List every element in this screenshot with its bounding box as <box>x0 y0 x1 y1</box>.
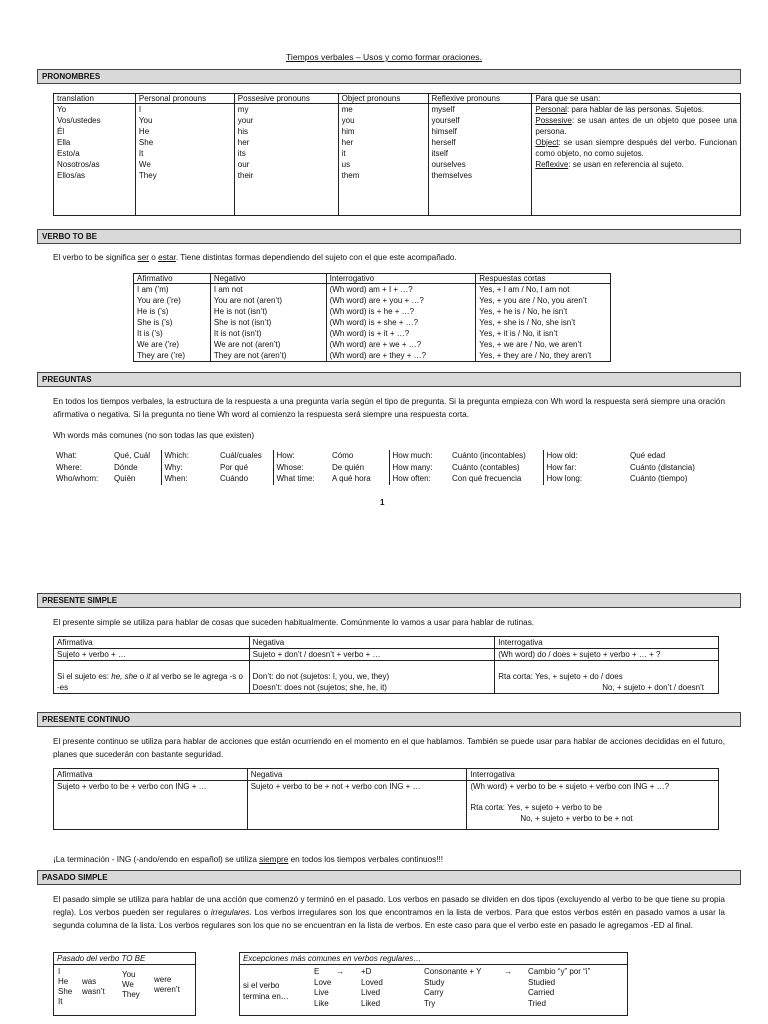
presente-continuo-intro: El presente continuo se utiliza para hablar de acciones que están ocurriendo en el momento en el que hablamos. También se puede usar para hablar de acciones decididas en el futuro, planes que sucederán con bastante seguridad. <box>53 737 725 759</box>
header-possessive: Possesive pronouns <box>234 94 338 104</box>
continuo-note: ¡La terminación - ING (-ando/endo en español) se utiliza siempre en todos los tiempos verbales continuos!!! <box>53 855 444 864</box>
page-number: 1 <box>380 498 385 507</box>
presente-simple-intro: El presente simple se utiliza para hablar de cosas que suceden habitualmente. Comúnmente lo vamos a usar para hablar de rutinas. <box>53 618 535 627</box>
header-afirmativo: Afirmativo <box>134 274 211 284</box>
col-afirmativo: I am (’m) You are (’re) He is (’s) She is (’s) It is (’s) We are (’re) They are (’re) <box>134 284 211 362</box>
header-personal: Personal pronouns <box>135 94 234 104</box>
arrow-icon: → <box>504 967 512 976</box>
col-translation: Yo Vos/ustedes Él Ella Esto/a Nosotros/as Ellos/as <box>54 104 136 216</box>
header-negativa: Negativa <box>249 637 495 649</box>
presente-continuo-table: Afirmativa Negativa Interrogativa Sujeto + verbo to be + verbo con ING + … Sujeto + verbo to be + not + verbo con ING + … (Wh word) + verbo to be + sujeto + verbo con ING + …? Rta corta: Yes, + sujeto + verbo to be No, + sujeto + verbo to be + not <box>53 768 719 830</box>
section-presente-simple: PRESENTE SIMPLE <box>37 593 741 608</box>
col-respuestas-cortas: Yes, + I am / No, I am not Yes, + you are / No, you aren’t Yes, + he is / No, he isn’t Yes, + she is / No, she isn’t Yes, + it is / No, it isn’t Yes, + we are / No, we aren’t Yes, + they are / No, they aren’t <box>476 284 611 362</box>
header-interrogativo: Interrogativo <box>326 274 476 284</box>
excepciones-box: Excepciones más comunes en verbos regulares… si el verbo termina en… E Love Live Like → +D Loved Lived Liked Consonante + Y Study Carry Try → Cambio “y” por “i” Studied Carried Tried <box>239 952 628 1016</box>
col-personal: I You He She It We They <box>135 104 234 216</box>
section-preguntas: PREGUNTAS <box>37 372 741 387</box>
wh-row: Where: Dónde Why: Por qué Whose: De quién How many: Cuánto (contables) How far: Cuánto (distancia) <box>56 462 695 472</box>
col-object: me you him her it us them <box>338 104 428 216</box>
wh-row: Who/whom: Quién When: Cuándo What time: A qué hora How often: Con qué frecuencia How long: Cuánto (tiempo) <box>56 474 688 483</box>
header-afirmativa: Afirmativa <box>54 637 250 649</box>
wh-words-table <box>53 450 707 485</box>
col-negativo: I am not You are not (aren’t) He is not (isn’t) She is not (isn’t) It is not (isn’t) We are not (aren’t) They are not (aren’t) <box>210 284 326 362</box>
header-negativo: Negativo <box>210 274 326 284</box>
page-title: Tiempos verbales – Usos y como formar oraciones. <box>286 52 482 62</box>
preguntas-p2: Wh words más comunes (no son todas las que existen) <box>53 431 255 440</box>
header-object: Object pronouns <box>338 94 428 104</box>
col-possessive: my your his her its our their <box>234 104 338 216</box>
header-respuestas-cortas: Respuestas cortas <box>476 274 611 284</box>
preguntas-p1: En todos los tiempos verbales, la estructura de la respuesta a una pregunta varía según el tipo de pregunta. Si la pregunta empieza con Wh word la respuesta será siempre una oración afirmativa o negativa. Si la pregunta no tiene Wh word al comienzo la respuesta será siempre una respuesta corta. <box>53 397 725 419</box>
col-reflexive: myself yourself himself herself itself ourselves themselves <box>428 104 532 216</box>
section-pasado-simple: PASADO SIMPLE <box>37 870 741 885</box>
excepciones-title: Excepciones más comunes en verbos regulares… <box>240 953 627 965</box>
header-usage: Para que se usan: <box>532 94 741 104</box>
to-be-intro: El verbo to be significa ser o estar. Tiene distintas formas dependiendo del sujeto con el que este acompañado. <box>53 253 457 262</box>
pasado-simple-intro: El pasado simple se utiliza para hablar de una acción que comenzó y terminó en el pasado. Los verbos en pasado se dividen en dos tipos (excluyendo al verbo to be que tiene su propia regla). Los verbos pueden ser regulares o irregulares. Los verbos irregulares son los que encontramos en la lista de verbos. Para que estos verbos estén en pasado vamos a usar la segunda columna de la lista. Los verbos regulares son los que no se encuentran en la lista de verbos. En este caso para que el verbo este en pasado le agregamos -ED al final. <box>53 895 725 930</box>
wh-row: What: Qué, Cuál Which: Cuál/cuales How: Cómo How much: Cuánto (incontables) How old: Qué edad <box>56 451 666 460</box>
to-be-table <box>133 273 611 362</box>
header-interrogativa: Interrogativa <box>495 637 719 649</box>
col-usage: Personal: para hablar de las personas. Sujetos. Possesive: se usan antes de un objeto que posee una persona. Object: se usan siempre después del verbo. Funcionan como objeto, no como sujetos. Reflexive: se usan en referencia al sujeto. <box>532 104 741 216</box>
header-interrogativa: Interrogativa <box>467 769 719 781</box>
section-pronombres: PRONOMBRES <box>37 69 741 84</box>
pasado-to-be-title: Pasado del verbo TO BE <box>54 953 195 965</box>
arrow-icon: → <box>336 967 344 976</box>
presente-simple-table: Afirmativa Negativa Interrogativa Sujeto + verbo + … Sujeto + don’t / doesn’t + verbo + … (Wh word) do / does + sujeto + verbo + … + ? Si el sujeto es: he, she o it al verbo se le agrega -s o -es Don’t: do not (sujetos: I, you, we, they) Doesn’t: does not (sujetos; she, he, it) Rta corta: Yes, + sujeto + do / does No, + sujeto + don’t / doesn’t <box>53 636 719 694</box>
header-translation: translation <box>54 94 136 104</box>
pasado-to-be-box: Pasado del verbo TO BE I He She It was wasn’t You We They were weren’t <box>53 952 196 1016</box>
section-presente-continuo: PRESENTE CONTINUO <box>37 712 741 727</box>
header-afirmativa: Afirmativa <box>54 769 248 781</box>
col-interrogativo: (Wh word) am + I + …? (Wh word) are + you + …? (Wh word) is + he + …? (Wh word) is + she + …? (Wh word) is + it + …? (Wh word) are + we + …? (Wh word) are + they + …? <box>326 284 476 362</box>
section-verbo-to-be: VERBO TO BE <box>37 229 741 244</box>
pronouns-table <box>53 93 741 216</box>
header-reflexive: Reflexive pronouns <box>428 94 532 104</box>
header-negativa: Negativa <box>247 769 467 781</box>
